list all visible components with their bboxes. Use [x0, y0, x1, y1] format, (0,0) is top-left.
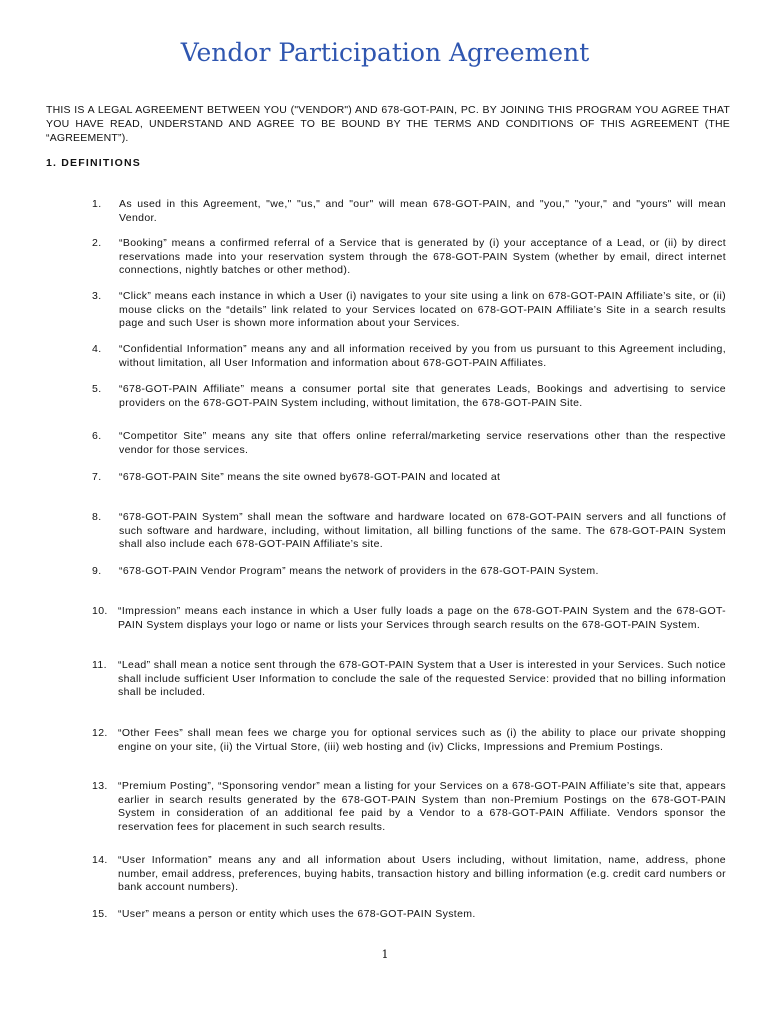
definition-item — [92, 430, 726, 457]
definition-number: 13. — [92, 780, 108, 792]
definition-item — [92, 511, 726, 552]
definition-item — [92, 727, 726, 754]
definition-text: “678-GOT-PAIN Vendor Program” means the network of providers in the 678-GOT-PAIN System. — [119, 565, 599, 577]
section-heading: 1. DEFINITIONS — [46, 157, 141, 169]
definition-number: 5. — [92, 383, 102, 395]
definition-text: As used in this Agreement, "we," "us," and "our" will mean 678-GOT-PAIN, and "you," "your," and "yours" will mean Vendor. — [119, 198, 726, 224]
definition-text: “User” means a person or entity which uses the 678-GOT-PAIN System. — [118, 908, 476, 920]
definition-item — [92, 290, 726, 331]
definition-item — [92, 605, 726, 632]
definition-item — [92, 780, 726, 834]
definition-number: 6. — [92, 430, 102, 442]
document-title: Vendor Participation Agreement — [180, 38, 590, 67]
definition-number: 8. — [92, 511, 102, 523]
definition-item — [92, 565, 726, 579]
definition-number: 1. — [92, 198, 102, 210]
definition-number: 14. — [92, 854, 108, 866]
definition-number: 3. — [92, 290, 102, 302]
page-number: 1 — [381, 948, 389, 961]
definition-text: “Other Fees” shall mean fees we charge you for optional services such as (i) the ability to place our private shopping engine on your site, (ii) the Virtual Store, (iii) web hosting and (iv) Clicks, Impressions and Premium Postings. — [118, 727, 726, 753]
definition-text: “678-GOT-PAIN System” shall mean the software and hardware located on 678-GOT-PAIN servers and all functions of such software and hardware, including, without limitation, all billing functions of the same. The 678-GOT-PAIN System shall also include each 678-GOT-PAIN Affiliate’s site. — [119, 511, 726, 551]
definition-text: “Booking” means a confirmed referral of a Service that is generated by (i) your acceptance of a Lead, or (ii) by direct reservations made into your reservation system through the 678-GOT-PAIN System (whether by email, direct internet connections, nightly batches or other method). — [119, 237, 726, 277]
definition-text: “Confidential Information” means any and all information received by you from us pursuant to this Agreement including, without limitation, all User Information and information about 678-GOT-PAIN Affiliates. — [119, 343, 726, 369]
definition-item — [92, 471, 726, 485]
definition-number: 15. — [92, 908, 108, 920]
definition-number: 7. — [92, 471, 102, 483]
definition-item — [92, 908, 726, 922]
definition-number: 4. — [92, 343, 102, 355]
definition-text: “Lead” shall mean a notice sent through the 678-GOT-PAIN System that a User is interested in your Services. Such notice shall include sufficient User Information to conclude the sale of the requested Service: provided that no billing information shall be included. — [118, 659, 726, 699]
definition-number: 2. — [92, 237, 102, 249]
definition-item — [92, 237, 726, 278]
definition-item — [92, 659, 726, 700]
definition-number: 10. — [92, 605, 108, 617]
definition-item — [92, 854, 726, 895]
definition-text: “Competitor Site” means any site that offers online referral/marketing service reservations other than the respective vendor for those services. — [119, 430, 726, 456]
definition-item — [92, 343, 726, 370]
definition-text: “678-GOT-PAIN Affiliate” means a consumer portal site that generates Leads, Bookings and advertising to service providers on the 678-GOT-PAIN System including, without limitation, the 678-GOT-PAIN Site. — [119, 383, 726, 409]
definition-item — [92, 383, 726, 410]
definition-text: “Impression” means each instance in which a User fully loads a page on the 678-GOT-PAIN System and the 678-GOT-PAIN System displays your logo or name or lists your Services through search results on the 678-GOT-PAIN System. — [118, 605, 726, 631]
definition-number: 9. — [92, 565, 102, 577]
definition-text: “678-GOT-PAIN Site” means the site owned by678-GOT-PAIN and located at — [119, 471, 501, 483]
definition-item — [92, 198, 726, 225]
intro-paragraph: THIS IS A LEGAL AGREEMENT BETWEEN YOU ("VENDOR") AND 678-GOT-PAIN, PC. BY JOINING THIS PROGRAM YOU AGREE THAT YOU HAVE READ, UNDERSTAND AND AGREE TO BE BOUND BY THE TERMS AND CONDITIONS OF THIS AGREEMENT (THE “AGREEMENT”). — [46, 104, 730, 144]
definition-number: 12. — [92, 727, 108, 739]
definition-text: “Premium Posting”, “Sponsoring vendor” mean a listing for your Services on a 678-GOT-PAIN Affiliate’s site that, appears earlier in search results generated by the 678-GOT-PAIN System than non-Premium Postings on the 678-GOT-PAIN System in consideration of an additional fee paid by a Vendor to a 678-GOT-PAIN Affiliate. Vendors sponsor the reservation fees for placement in such search results. — [118, 780, 726, 833]
definition-number: 11. — [92, 659, 107, 671]
definition-text: “User Information” means any and all information about Users including, without limitation, name, address, phone number, email address, preferences, buying habits, transaction history and billing information (e.g. credit card numbers or bank account numbers). — [118, 854, 726, 894]
definition-text: “Click” means each instance in which a User (i) navigates to your site using a link on 678-GOT-PAIN Affiliate’s site, or (ii) mouse clicks on the “details” link related to your Services located on 678-GOT-PAIN Affiliate’s Site in a search results page and such User is shown more information about your Services. — [119, 290, 726, 330]
